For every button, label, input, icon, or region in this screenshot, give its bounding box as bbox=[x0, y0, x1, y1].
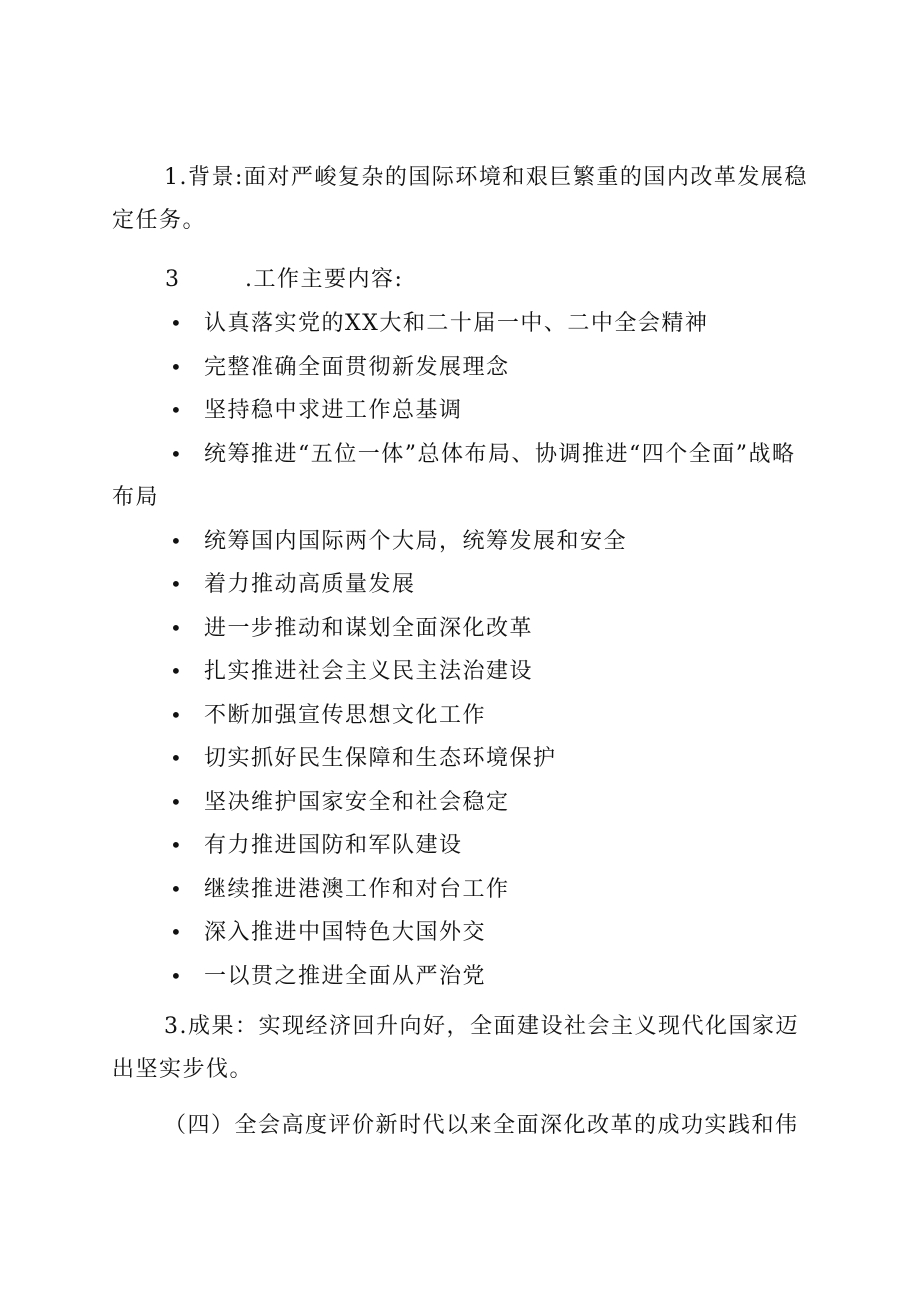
bullet-icon: • bbox=[170, 398, 184, 422]
list-item bbox=[112, 737, 812, 781]
list-item bbox=[112, 563, 812, 607]
list-item-text: 切实抓好民生保障和生态环境保护 bbox=[204, 746, 557, 771]
list-item bbox=[112, 389, 812, 433]
list-item bbox=[112, 433, 812, 520]
list-item-text: 完整准确全面贯彻新发展理念 bbox=[204, 354, 510, 380]
work-content-list bbox=[112, 302, 812, 998]
bullet-icon: • bbox=[170, 615, 184, 640]
list-item bbox=[112, 346, 812, 390]
list-item bbox=[112, 911, 812, 955]
list-item-text: 继续推进港澳工作和对台工作 bbox=[204, 876, 510, 902]
bullet-icon: • bbox=[170, 572, 184, 596]
results-paragraph: 3.成果：实现经济回升向好，全面建设社会主义现代化国家迈出坚实步伐。 bbox=[112, 1014, 799, 1082]
list-item bbox=[112, 607, 812, 651]
list-item bbox=[112, 955, 812, 999]
bullet-icon: • bbox=[170, 659, 184, 683]
list-item-text: 扎实推进社会主义民主法治建设 bbox=[204, 659, 534, 684]
list-item bbox=[112, 302, 812, 346]
main-content-heading bbox=[165, 258, 403, 301]
bullet-icon: • bbox=[170, 354, 184, 379]
bullet-icon: • bbox=[170, 833, 184, 857]
list-item-text: 有力推进国防和军队建设 bbox=[204, 833, 463, 858]
list-item-text: 统筹推进“五位一体”总体布局、协调推进“四个全面”战略布局 bbox=[112, 441, 796, 510]
list-item bbox=[112, 824, 812, 868]
bullet-icon: • bbox=[170, 789, 184, 814]
bullet-icon: • bbox=[170, 876, 184, 901]
list-item-text: 着力推动高质量发展 bbox=[204, 572, 416, 597]
heading-number: 3 bbox=[165, 267, 181, 292]
bullet-icon: • bbox=[170, 441, 184, 466]
background-paragraph: 1.背景:面对严峻复杂的国际环境和艰巨繁重的国内改革发展稳定任务。 bbox=[112, 165, 808, 233]
list-item-text: 深入推进中国特色大国外交 bbox=[204, 920, 487, 945]
list-item-text: 认真落实党的XX大和二十届一中、二中全会精神 bbox=[204, 311, 709, 336]
list-item-text: 统筹国内国际两个大局，统筹发展和安全 bbox=[204, 528, 628, 554]
bullet-icon: • bbox=[170, 702, 184, 727]
list-item-text: 坚决维护国家安全和社会稳定 bbox=[204, 789, 510, 815]
list-item bbox=[112, 694, 812, 738]
bullet-icon: • bbox=[170, 311, 184, 335]
bullet-icon: • bbox=[170, 746, 184, 770]
list-item bbox=[112, 868, 812, 912]
list-item bbox=[112, 650, 812, 694]
bullet-icon: • bbox=[170, 963, 184, 988]
list-item-text: 进一步推动和谋划全面深化改革 bbox=[204, 615, 534, 641]
bullet-icon: • bbox=[170, 920, 184, 944]
bullet-icon: • bbox=[170, 528, 184, 553]
list-item bbox=[112, 781, 812, 825]
list-item bbox=[112, 520, 812, 564]
list-item-text: 坚持稳中求进工作总基调 bbox=[204, 398, 463, 423]
list-item-text: 不断加强宣传思想文化工作 bbox=[204, 702, 487, 728]
list-item-text: 一以贯之推进全面从严治党 bbox=[204, 963, 487, 989]
section-four-paragraph: （四）全会高度评价新时代以来全面深化改革的成功实践和伟 bbox=[164, 1113, 799, 1138]
heading-text: .工作主要内容: bbox=[245, 267, 404, 292]
